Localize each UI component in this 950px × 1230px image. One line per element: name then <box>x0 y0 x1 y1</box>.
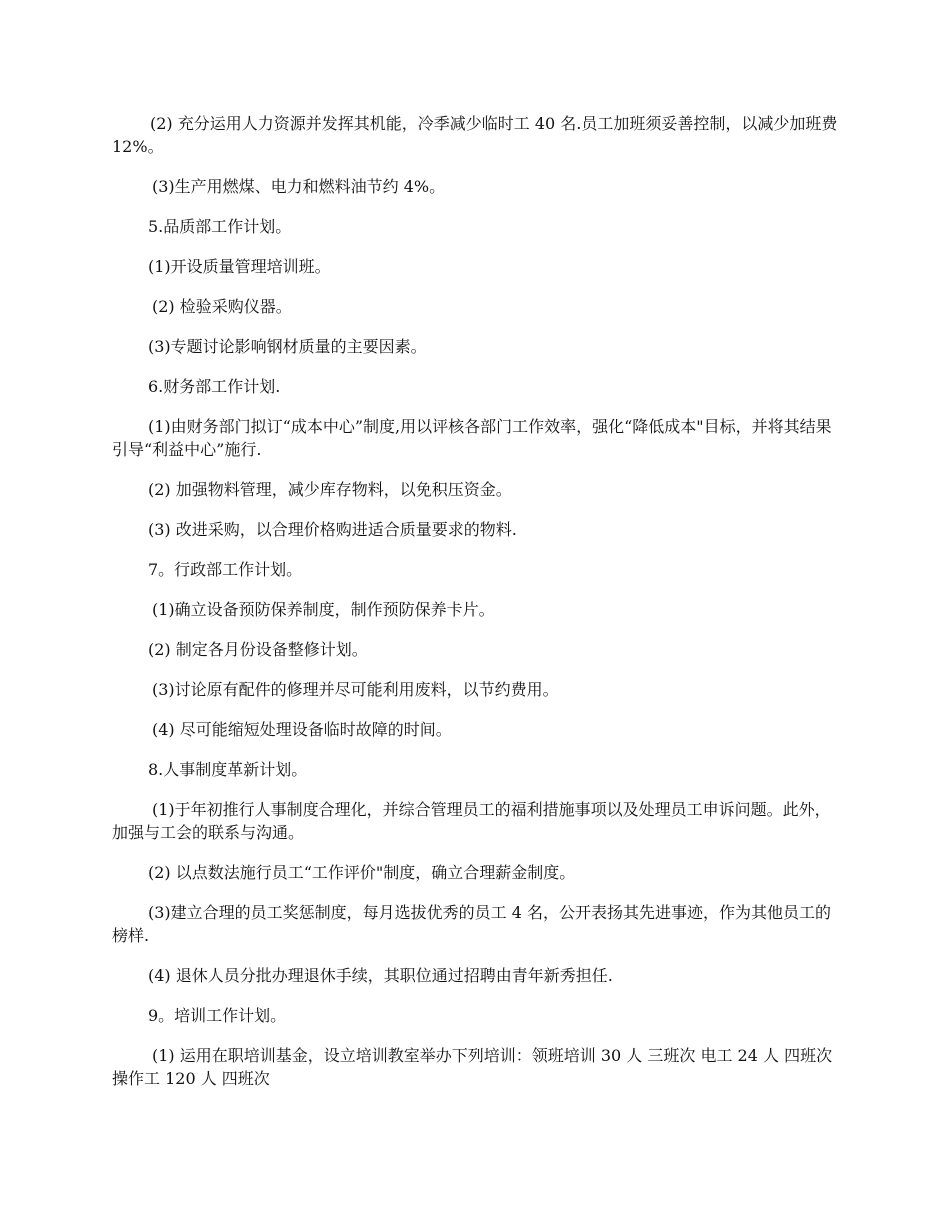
paragraph-purchasing: (3) 改进采购，以合理价格购进适合质量要求的物料. <box>148 520 517 539</box>
paragraph-quality-training: (1)开设质量管理培训班。 <box>148 257 331 276</box>
section-heading-finance: 6.财务部工作计划. <box>148 377 281 396</box>
paragraph-energy-saving: (3)生产用燃煤、电力和燃料油节约 4%。 <box>152 177 446 196</box>
paragraph-material-management: (2) 加强物料管理，减少库存物料，以免积压资金。 <box>148 480 512 499</box>
section-heading-hr: 8.人事制度革新计划。 <box>148 760 308 779</box>
paragraph-fault-time: (4) 尽可能缩短处理设备临时故障的时间。 <box>152 720 452 739</box>
paragraph-inspection-instruments: (2) 检验采购仪器。 <box>152 297 292 316</box>
paragraph-labor-control: (2) 充分运用人力资源并发挥其机能，冷季减少临时工 40 名.员工加班须妥善控制，以减少加班费 12%。 <box>112 114 838 156</box>
paragraph-rewards: (3)建立合理的员工奖惩制度，每月选拔优秀的员工 4 名，公开表扬其先进事迹，作为其他员工的榜样. <box>112 903 832 945</box>
section-heading-quality: 5.品质部工作计划。 <box>148 217 292 236</box>
paragraph-waste-reuse: (3)讨论原有配件的修理并尽可能利用废料，以节约费用。 <box>152 680 559 699</box>
paragraph-retirement: (4) 退休人员分批办理退休手续，其职位通过招聘由青年新秀担任. <box>148 966 613 985</box>
paragraph-cost-center: (1)由财务部门拟订“成本中心”制度,用以评核各部门工作效率，强化“降低成本"目标，并将其结果引导“利益中心”施行. <box>112 417 832 459</box>
section-heading-admin: 7。行政部工作计划。 <box>148 560 303 579</box>
document-body <box>112 112 838 1107</box>
paragraph-job-evaluation: (2) 以点数法施行员工“工作评价"制度，确立合理薪金制度。 <box>148 863 576 882</box>
section-heading-training: 9。培训工作计划。 <box>148 1006 287 1025</box>
paragraph-monthly-repair: (2) 制定各月份设备整修计划。 <box>148 640 368 659</box>
paragraph-hr-reform: (1)于年初推行人事制度合理化，并综合管理员工的福利措施事项以及处理员工申诉问题。此外，加强与工会的联系与沟通。 <box>112 800 831 842</box>
paragraph-training-plan: (1) 运用在职培训基金，设立培训教室举办下列培训：领班培训 30 人 三班次 电工 24 人 四班次操作工 120 人 四班次 <box>112 1046 833 1088</box>
paragraph-steel-quality: (3)专题讨论影响钢材质量的主要因素。 <box>148 337 427 356</box>
paragraph-maintenance-system: (1)确立设备预防保养制度，制作预防保养卡片。 <box>152 600 495 619</box>
